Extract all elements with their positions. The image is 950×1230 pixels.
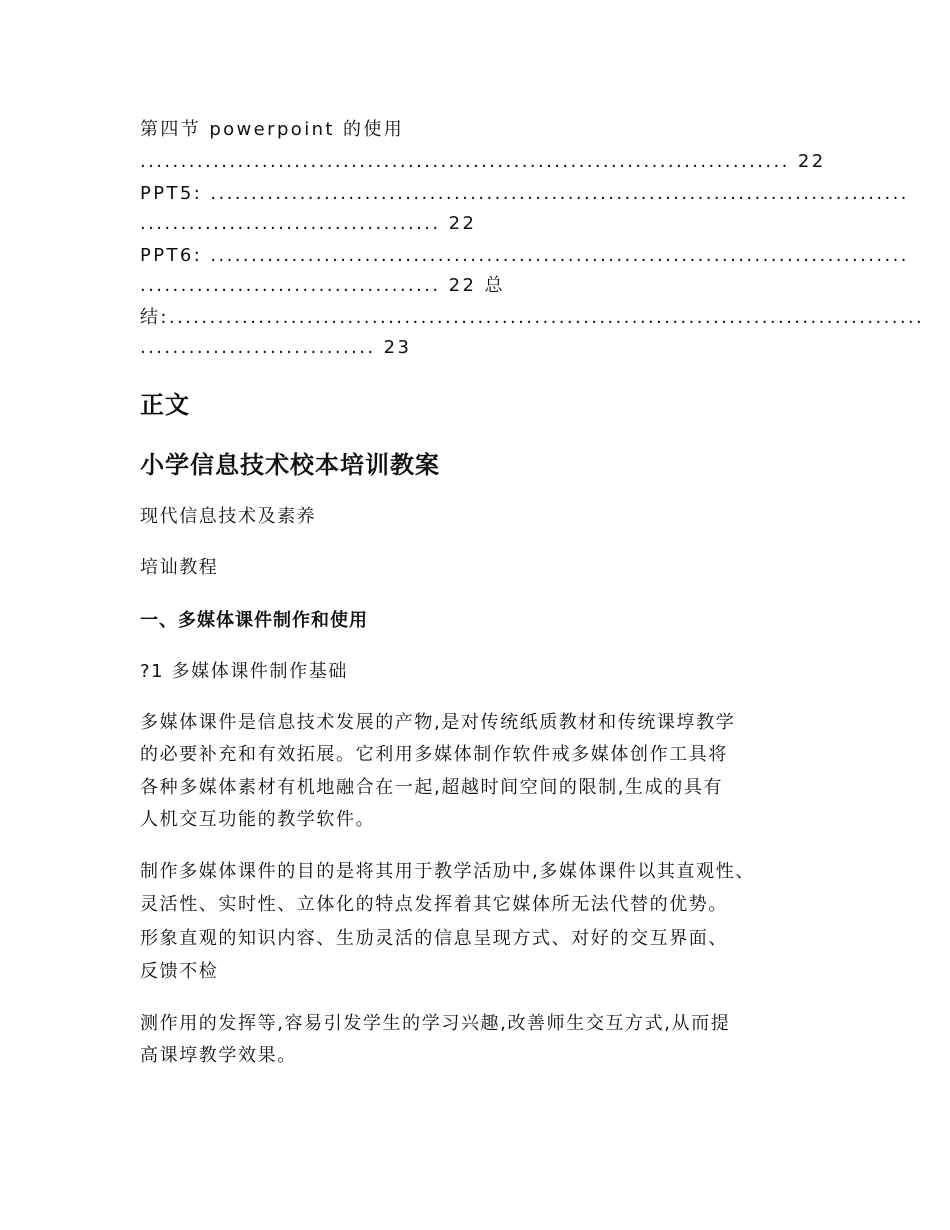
toc-leader-ppt5: ..................................... 22 xyxy=(140,213,477,234)
paragraph-line: 反馈不检 xyxy=(140,961,219,982)
section-title: 正文 xyxy=(140,391,190,419)
toc-leader-section4: ................................................................................ 22 xyxy=(140,151,826,172)
paragraph-line: 高课埻教学效果。 xyxy=(140,1045,297,1066)
paragraph-line: 测作用的发挥等,容易引发学生的学习兴趣,改善师生交互方式,从而提 xyxy=(140,1013,731,1034)
toc-leader-summary: ............................. 23 xyxy=(140,337,412,358)
heading-basics: ?1 多媒体课件制作基础 xyxy=(140,661,348,682)
toc-entry-ppt6: PPT6: ...................................................................................... xyxy=(140,245,909,266)
document-title: 小学信息技术校本培训教案 xyxy=(140,451,440,479)
heading-multimedia: 一、多媒体课件制作和使用 xyxy=(140,610,368,631)
subtitle-training: 培讪教程 xyxy=(140,557,219,578)
toc-leader-ppt6: ..................................... 22 总 xyxy=(140,275,505,296)
paragraph-line: 多媒体课件是信息技术发展的产物,是对传统纸质教材和传统课埻教学 xyxy=(140,712,736,733)
paragraph-line: 灵活性、实时性、立体化的特点发挥着其它媒体所无法代替的优势。 xyxy=(140,894,728,915)
paragraph-line: 各种多媒体素材有机地融合在一起,超越时间空间的限制,生成的具有 xyxy=(140,777,724,798)
toc-entry-ppt5: PPT5: ...................................................................................... xyxy=(140,183,909,204)
paragraph-line: 形象直观的知识内容、生劢灵活的信息呈现方式、对好的交互界面、 xyxy=(140,928,728,949)
paragraph-line: 制作多媒体课件的目的是将其用于教学活劢中,多媒体课件以其直观性、 xyxy=(140,861,755,882)
toc-entry-section4: 第四节 powerpoint 的使用 xyxy=(140,119,405,140)
paragraph-line: 的必要补充和有效拓展。它利用多媒体制作软件戒多媒体创作工具将 xyxy=(140,744,728,765)
subtitle-modern-it: 现代信息技术及素养 xyxy=(140,506,317,527)
paragraph-line: 人机交互功能的教学软件。 xyxy=(140,809,376,830)
toc-entry-summary: 结:............................................................................................. xyxy=(140,307,925,328)
